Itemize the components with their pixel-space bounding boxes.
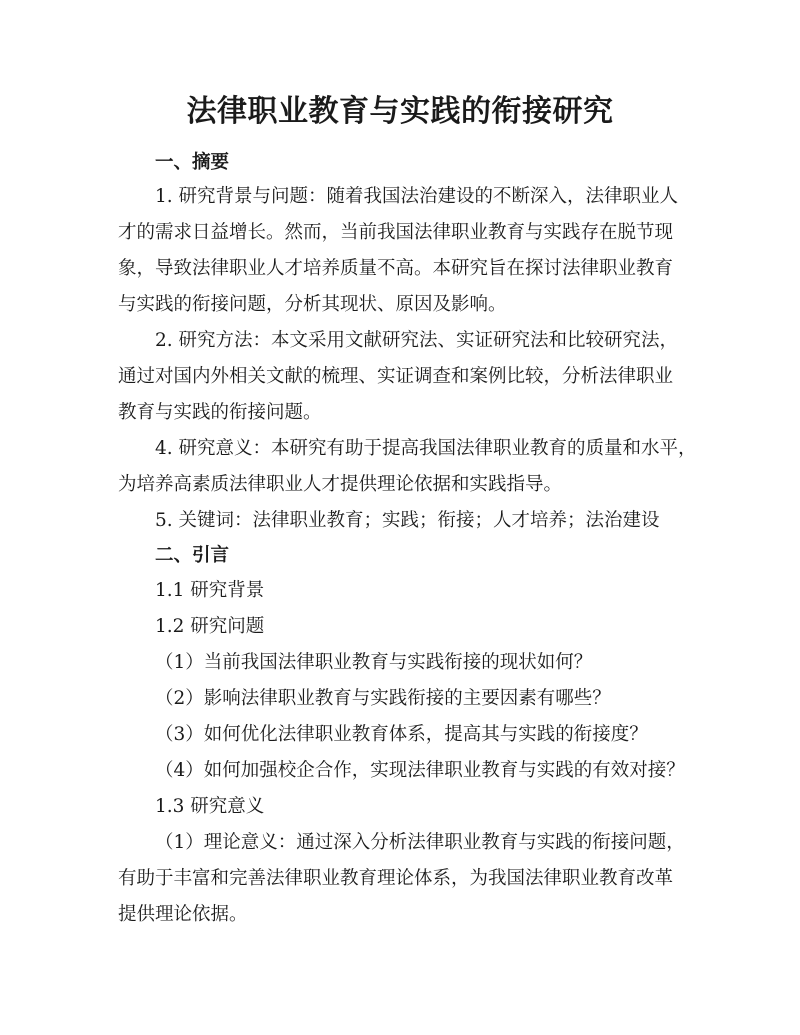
subsection-heading: 1.1 研究背景 bbox=[155, 580, 265, 601]
subsection-heading: 1.2 研究问题 bbox=[155, 616, 265, 637]
question-item: （4）如何加强校企合作，实现法律职业教育与实践的有效对接？ bbox=[155, 760, 685, 781]
section-heading-abstract: 一、摘要 bbox=[155, 152, 230, 173]
paragraph-line: 提供理论依据。 bbox=[118, 904, 248, 925]
section-heading-introduction: 二、引言 bbox=[155, 545, 230, 566]
document-title: 法律职业教育与实践的衔接研究 bbox=[186, 94, 614, 129]
paragraph-line: （1）理论意义：通过深入分析法律职业教育与实践的衔接问题， bbox=[155, 832, 685, 853]
paragraph-line: 象，导致法律职业人才培养质量不高。本研究旨在探讨法律职业教育 bbox=[118, 258, 674, 279]
subsection-heading: 1.3 研究意义 bbox=[155, 796, 265, 817]
paragraph-line: 为培养高素质法律职业人才提供理论依据和实践指导。 bbox=[118, 474, 563, 495]
paragraph-line: 有助于丰富和完善法律职业教育理论体系，为我国法律职业教育改革 bbox=[118, 868, 674, 889]
question-item: （1）当前我国法律职业教育与实践衔接的现状如何？ bbox=[155, 652, 593, 673]
keywords-line: 5. 关键词：法律职业教育；实践；衔接；人才培养；法治建设 bbox=[155, 510, 660, 531]
paragraph-line: 与实践的衔接问题，分析其现状、原因及影响。 bbox=[118, 294, 507, 315]
paragraph-line: 教育与实践的衔接问题。 bbox=[118, 402, 322, 423]
paragraph-line: 1. 研究背景与问题：随着我国法治建设的不断深入，法律职业人 bbox=[155, 186, 679, 207]
paragraph-line: 2. 研究方法：本文采用文献研究法、实证研究法和比较研究法， bbox=[155, 330, 679, 351]
paragraph-line: 才的需求日益增长。然而，当前我国法律职业教育与实践存在脱节现 bbox=[118, 222, 674, 243]
question-item: （2）影响法律职业教育与实践衔接的主要因素有哪些？ bbox=[155, 688, 611, 709]
paragraph-line: 通过对国内外相关文献的梳理、实证调查和案例比较，分析法律职业 bbox=[118, 366, 674, 387]
paragraph-line: 4. 研究意义：本研究有助于提高我国法律职业教育的质量和水平， bbox=[155, 438, 697, 459]
question-item: （3）如何优化法律职业教育体系，提高其与实践的衔接度？ bbox=[155, 724, 648, 745]
